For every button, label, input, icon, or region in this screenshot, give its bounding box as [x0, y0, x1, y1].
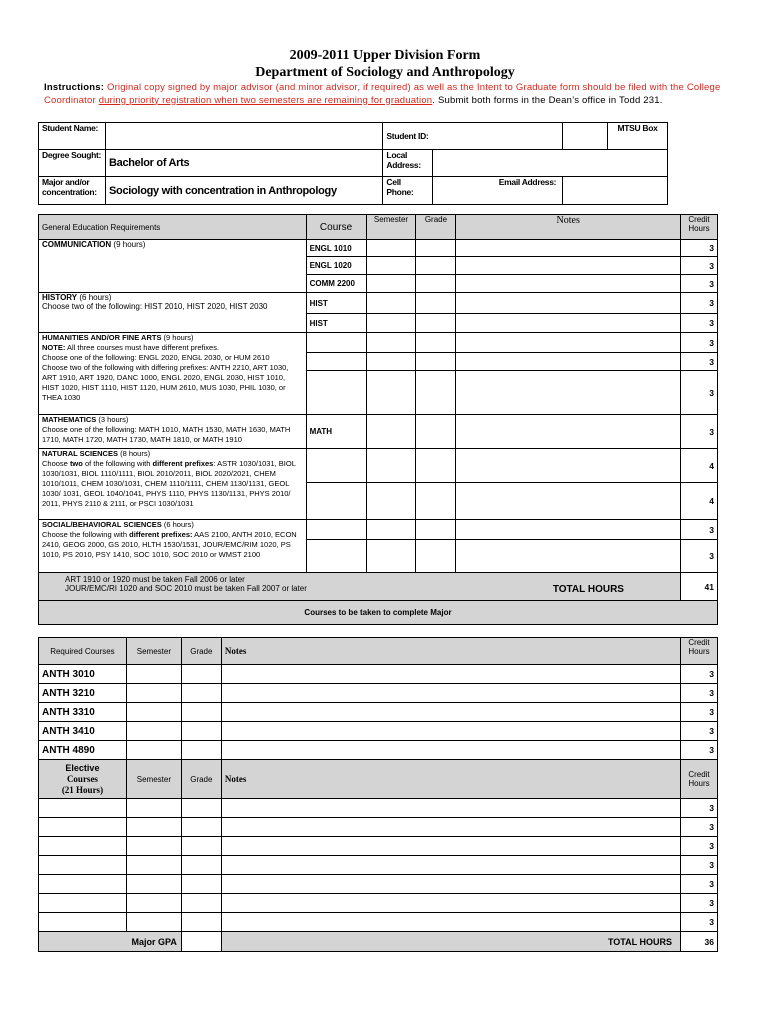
- course-cell[interactable]: [306, 353, 366, 371]
- notes-cell[interactable]: [456, 371, 681, 415]
- semester-cell[interactable]: [126, 837, 181, 856]
- course-anth4890: ANTH 4890: [39, 741, 127, 760]
- semester-cell[interactable]: [126, 818, 181, 837]
- semester-cell[interactable]: [126, 741, 181, 760]
- grade-cell[interactable]: [416, 449, 456, 483]
- notes-header: Notes: [221, 760, 680, 799]
- grade-cell[interactable]: [181, 837, 221, 856]
- major-value[interactable]: Sociology with concentration in Anthropology: [105, 177, 382, 205]
- credit-hours-header: Credit Hours: [680, 638, 717, 665]
- communication-section: COMMUNICATION (9 hours): [39, 240, 307, 293]
- course-cell[interactable]: [306, 333, 366, 353]
- elective-course-cell[interactable]: [39, 875, 127, 894]
- course-engl1020: ENGL 1020: [306, 257, 366, 275]
- notes-cell[interactable]: [456, 275, 681, 293]
- student-name-label: Student Name:: [39, 123, 106, 150]
- notes-cell[interactable]: [221, 799, 680, 818]
- instructions-rest: . Submit both forms in the Dean’s office in Todd 231.: [432, 94, 663, 106]
- major-total-label: TOTAL HOURS: [221, 932, 680, 952]
- course-hist: HIST: [306, 314, 366, 333]
- credit-cell: 4: [680, 483, 717, 520]
- cell-label: Cell Phone:: [383, 177, 433, 205]
- credit-cell: 3: [680, 741, 717, 760]
- credit-cell: 3: [680, 684, 717, 703]
- course-header: Course: [306, 215, 366, 240]
- major-label: Major and/or concentration:: [39, 177, 106, 205]
- elective-course-cell[interactable]: [39, 799, 127, 818]
- notes-header: Notes: [456, 215, 681, 240]
- credit-cell: 3: [680, 240, 717, 257]
- credit-cell: 3: [680, 856, 717, 875]
- notes-cell[interactable]: [221, 837, 680, 856]
- credit-hours-header: Credit Hours: [680, 760, 717, 799]
- semester-cell[interactable]: [126, 856, 181, 875]
- credit-cell: 3: [680, 520, 717, 540]
- credit-cell: 3: [680, 875, 717, 894]
- credit-cell: 3: [680, 314, 717, 333]
- mtsu-box-label: MTSU Box: [608, 123, 668, 150]
- notes-cell[interactable]: [456, 257, 681, 275]
- form-title: 2009-2011 Upper Division Form: [289, 48, 481, 63]
- student-name-field[interactable]: [105, 123, 382, 150]
- semester-header: Semester: [126, 760, 181, 799]
- course-anth3210: ANTH 3210: [39, 684, 127, 703]
- notes-cell[interactable]: [221, 684, 680, 703]
- notes-cell[interactable]: [221, 703, 680, 722]
- major-gpa-field[interactable]: [181, 932, 221, 952]
- semester-header: Semester: [366, 215, 416, 240]
- gen-ed-table: [38, 214, 718, 625]
- semester-cell[interactable]: [366, 240, 416, 257]
- degree-label: Degree Sought:: [39, 150, 106, 177]
- grade-cell[interactable]: [181, 856, 221, 875]
- instructions-label: Instructions:: [44, 82, 105, 93]
- semester-cell[interactable]: [126, 722, 181, 741]
- credit-cell: 3: [680, 665, 717, 684]
- grade-cell[interactable]: [181, 799, 221, 818]
- notes-cell[interactable]: [221, 875, 680, 894]
- notes-cell[interactable]: [456, 240, 681, 257]
- grade-cell[interactable]: [416, 520, 456, 540]
- course-comm2200: COMM 2200: [306, 275, 366, 293]
- grade-cell[interactable]: [181, 894, 221, 913]
- semester-cell[interactable]: [366, 333, 416, 353]
- course-hist: HIST: [306, 293, 366, 314]
- credit-cell: 3: [680, 799, 717, 818]
- grade-cell[interactable]: [181, 741, 221, 760]
- notes-cell[interactable]: [456, 540, 681, 573]
- notes-cell[interactable]: [456, 520, 681, 540]
- department-title: Department of Sociology and Anthropology: [255, 65, 515, 80]
- gen-ed-header: General Education Requirements: [39, 215, 307, 240]
- course-engl1010: ENGL 1010: [306, 240, 366, 257]
- grade-cell[interactable]: [181, 818, 221, 837]
- notes-cell[interactable]: [456, 353, 681, 371]
- grade-cell[interactable]: [416, 257, 456, 275]
- notes-header: Notes: [221, 638, 680, 665]
- credit-cell: 3: [680, 371, 717, 415]
- course-cell[interactable]: [306, 540, 366, 573]
- math-section: MATHEMATICS (3 hours) Choose one of the following: MATH 1010, MATH 1530, MATH 1630, MATH 1710, MATH 1720, MATH 1730, MATH 1810, or MATH 1910: [39, 415, 307, 449]
- semester-cell[interactable]: [366, 520, 416, 540]
- elective-course-cell[interactable]: [39, 818, 127, 837]
- credit-cell: 3: [680, 540, 717, 573]
- semester-cell[interactable]: [126, 894, 181, 913]
- major-total: 36: [680, 932, 717, 952]
- student-info-table: [38, 122, 668, 205]
- course-anth3310: ANTH 3310: [39, 703, 127, 722]
- semester-cell[interactable]: [366, 415, 416, 449]
- credit-cell: 3: [680, 353, 717, 371]
- notes-cell[interactable]: [456, 333, 681, 353]
- instructions-red-text: Original copy signed by major advisor (and minor advisor, if required) as well as the Intent to Graduate form should be filed with the College Coordinator: [44, 82, 721, 106]
- grade-cell[interactable]: [416, 371, 456, 415]
- credit-hours-header: Credit Hours: [680, 215, 717, 240]
- notes-cell[interactable]: [221, 856, 680, 875]
- major-table: [38, 637, 718, 952]
- notes-cell[interactable]: [221, 722, 680, 741]
- major-section-title: Courses to be taken to complete Major: [39, 601, 718, 625]
- credit-cell: 3: [680, 913, 717, 932]
- course-cell[interactable]: [306, 449, 366, 483]
- notes-cell[interactable]: [456, 314, 681, 333]
- grade-cell[interactable]: [181, 684, 221, 703]
- semester-cell[interactable]: [126, 703, 181, 722]
- required-courses-header: Required Courses: [39, 638, 127, 665]
- credit-cell: 3: [680, 257, 717, 275]
- grade-cell[interactable]: [416, 275, 456, 293]
- course-anth3010: ANTH 3010: [39, 665, 127, 684]
- course-cell[interactable]: [306, 483, 366, 520]
- social-sciences-section: SOCIAL/BEHAVIORAL SCIENCES (6 hours) Choose the following with different prefixes: AAS 2100, ANTH 2010, ECON 2410, GEOG 2000, GS 2010, HLTH 1530/1531, JOUR/EMC/RIM 1020, PS 1010, PS 2010, PSY 1410, SOC 1010, SOC 2010 or WMST 2100: [39, 520, 307, 573]
- notes-cell[interactable]: [221, 741, 680, 760]
- grade-cell[interactable]: [181, 665, 221, 684]
- grade-cell[interactable]: [181, 875, 221, 894]
- gen-ed-total-label: TOTAL HOURS: [552, 584, 624, 595]
- semester-cell[interactable]: [366, 275, 416, 293]
- credit-cell: 3: [680, 837, 717, 856]
- notes-cell[interactable]: [221, 913, 680, 932]
- notes-cell[interactable]: [221, 665, 680, 684]
- semester-cell[interactable]: [126, 799, 181, 818]
- notes-cell[interactable]: [456, 293, 681, 314]
- credit-cell: 3: [680, 722, 717, 741]
- elective-course-cell[interactable]: [39, 913, 127, 932]
- elective-course-cell[interactable]: [39, 837, 127, 856]
- elective-courses-header: Elective Courses (21 Hours): [39, 760, 127, 799]
- credit-cell: 3: [680, 818, 717, 837]
- local-address-label: Local Address:: [383, 150, 433, 177]
- student-id-label: Student ID:: [383, 123, 563, 150]
- notes-cell[interactable]: [456, 449, 681, 483]
- humanities-section: HUMANITIES AND/OR FINE ARTS (9 hours) NOTE: All three courses must have different prefixes. Choose one of the following: ENGL 2020, ENGL 2030, or HUM 2610 Choose two of the following with differing prefixes: ANTH 2210, ART 1030, ART 1910, ART 1920, DANC 1000, ENGL 2020, ENGL 2030, HIST 1010, HIST 1020, HIST 1110, HIST 1120, HUM 2610, MUS 1030, PHIL 1030, or THEA 1030: [39, 333, 307, 415]
- credit-cell: 3: [680, 275, 717, 293]
- semester-cell[interactable]: [366, 293, 416, 314]
- semester-cell[interactable]: [366, 449, 416, 483]
- grade-cell[interactable]: [416, 293, 456, 314]
- elective-course-cell[interactable]: [39, 894, 127, 913]
- notes-cell[interactable]: [221, 818, 680, 837]
- instructions: [44, 82, 744, 107]
- semester-cell[interactable]: [366, 314, 416, 333]
- local-address-field[interactable]: [433, 150, 668, 177]
- credit-cell: 4: [680, 449, 717, 483]
- grade-header: Grade: [416, 215, 456, 240]
- course-cell[interactable]: [306, 520, 366, 540]
- credit-cell: 3: [680, 415, 717, 449]
- natural-sciences-section: NATURAL SCIENCES (8 hours) Choose two of the following with different prefixes: ASTR 1030/1031, BIOL 1030/1031, BIOL 1110/1111, BIOL 2010/2011, BIOL 2020/2021, CHEM 1010/1011, CHEM 1030/1031, CHEM 1110/1111, CHEM 1130/1131, GEOL 1030/ 1031, GEOL 1040/1041, PHYS 1110, PHYS 1130/1131, PHYS 2010/ 2011, PHYS 2110 & 2111, or PSCI 1030/1031: [39, 449, 307, 520]
- semester-cell[interactable]: [366, 540, 416, 573]
- grade-header: Grade: [181, 638, 221, 665]
- degree-value[interactable]: Bachelor of Arts: [105, 150, 382, 177]
- credit-cell: 3: [680, 703, 717, 722]
- grade-cell[interactable]: [416, 314, 456, 333]
- course-anth3410: ANTH 3410: [39, 722, 127, 741]
- grade-cell[interactable]: [181, 722, 221, 741]
- semester-cell[interactable]: [366, 257, 416, 275]
- elective-course-cell[interactable]: [39, 856, 127, 875]
- grade-cell[interactable]: [416, 540, 456, 573]
- notes-cell[interactable]: [456, 483, 681, 520]
- gen-ed-total-row: ART 1910 or 1920 must be taken Fall 2006 or later JOUR/EMC/RI 1020 and SOC 2010 must be taken Fall 2007 or later TOTAL HOURS: [39, 573, 681, 601]
- history-section: HISTORY (6 hours) Choose two of the following: HIST 2010, HIST 2020, HIST 2030: [39, 293, 307, 333]
- major-gpa-label: Major GPA: [39, 932, 182, 952]
- semester-cell[interactable]: [126, 875, 181, 894]
- email-label: Email Address:: [433, 177, 563, 205]
- gen-ed-total: 41: [680, 573, 717, 601]
- semester-cell[interactable]: [126, 684, 181, 703]
- semester-cell[interactable]: [366, 483, 416, 520]
- notes-cell[interactable]: [221, 894, 680, 913]
- course-cell[interactable]: [306, 371, 366, 415]
- email-field[interactable]: [563, 177, 668, 205]
- grade-cell[interactable]: [181, 703, 221, 722]
- notes-cell[interactable]: [456, 415, 681, 449]
- grade-cell[interactable]: [416, 353, 456, 371]
- credit-cell: 3: [680, 333, 717, 353]
- grade-cell[interactable]: [416, 415, 456, 449]
- course-math: MATH: [306, 415, 366, 449]
- semester-cell[interactable]: [366, 371, 416, 415]
- semester-header: Semester: [126, 638, 181, 665]
- grade-cell[interactable]: [416, 333, 456, 353]
- semester-cell[interactable]: [126, 913, 181, 932]
- grade-cell[interactable]: [416, 240, 456, 257]
- grade-cell[interactable]: [416, 483, 456, 520]
- grade-header: Grade: [181, 760, 221, 799]
- credit-cell: 3: [680, 293, 717, 314]
- credit-cell: 3: [680, 894, 717, 913]
- instructions-underlined: during priority registration when two semesters are remaining for graduation: [98, 94, 433, 106]
- grade-cell[interactable]: [181, 913, 221, 932]
- semester-cell[interactable]: [126, 665, 181, 684]
- semester-cell[interactable]: [366, 353, 416, 371]
